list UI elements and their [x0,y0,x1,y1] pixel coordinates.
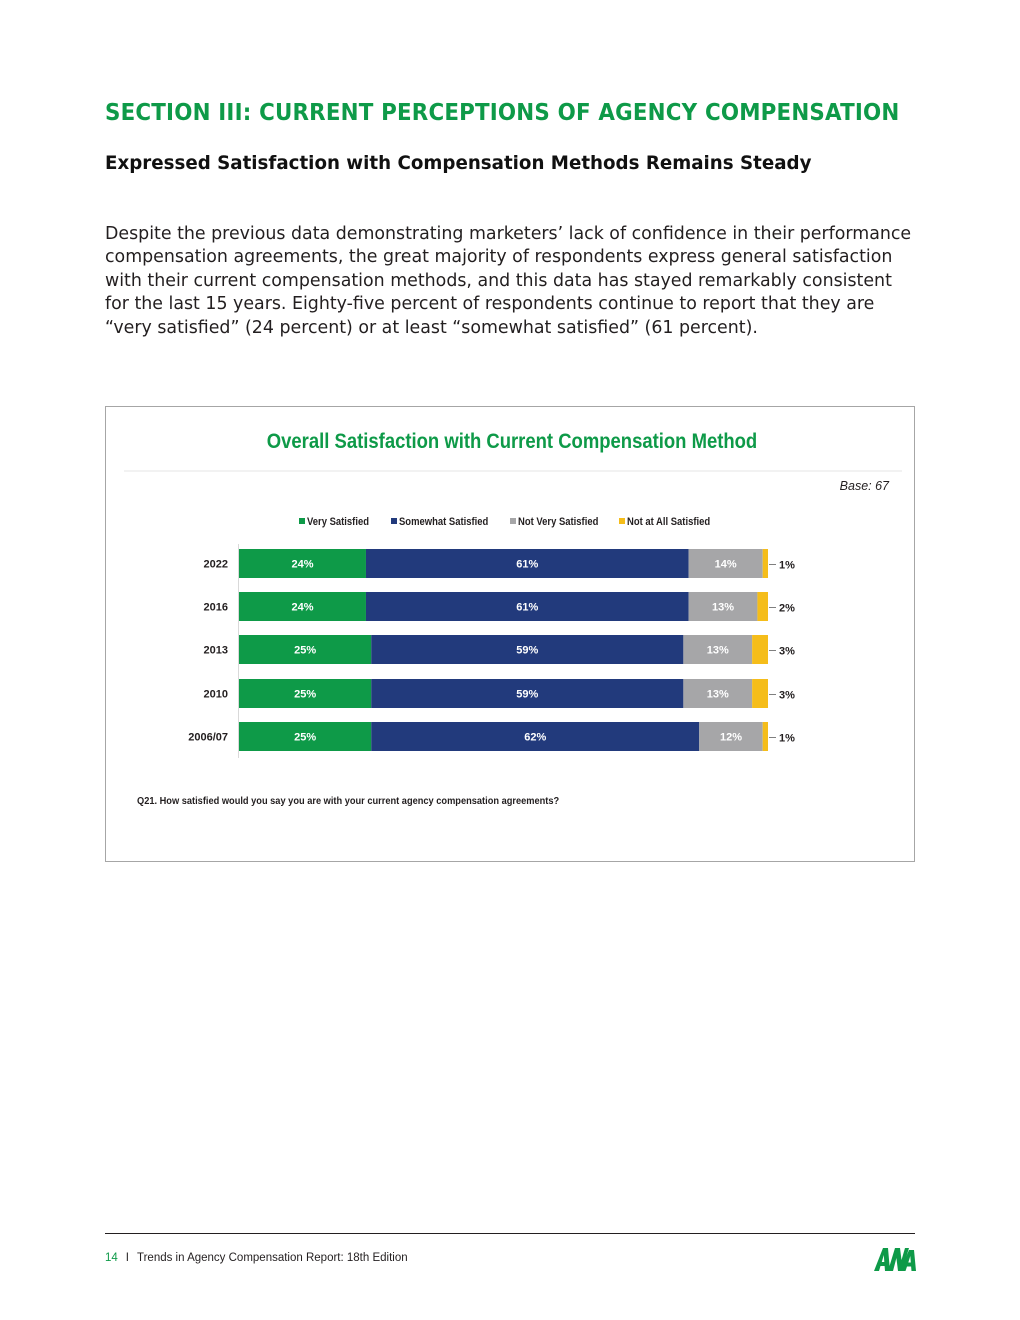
data-label: 24% [291,601,314,614]
bar-segment-not-at-all-satisfied [752,679,768,708]
body-paragraph: Despite the previous data demonstrating marketers’ lack of confidence in their performance compensation agreements, the great majority of respondents express general satisfaction with their current compensation methods, and this data has stayed remarkably consistent for the last 15 years. Eighty-five percent of respondents continue to report that they are “very satisfied” (24 percent) or at least “somewhat satisfied” (61 percent). [105,224,912,338]
legend-label-very-satisfied: Very Satisfied [307,516,369,529]
data-label: 13% [712,601,735,614]
data-label: 3% [779,689,795,702]
data-label: 61% [516,558,539,571]
legend-label-not-at-all-satisfied: Not at All Satisfied [627,516,711,529]
satisfaction-chart [105,406,915,862]
report-title: Trends in Agency Compensation Report: 18th Edition [137,1252,408,1264]
data-label: 59% [516,644,539,657]
chart-bars [188,544,795,758]
question-footnote: Q21. How satisfied would you say you are with your current agency compensation agreements? [137,795,560,808]
legend-label-not-very-satisfied: Not Very Satisfied [518,516,599,529]
bar-segment-not-at-all-satisfied [763,549,768,578]
legend-swatch-very-satisfied [299,518,305,524]
data-label: 62% [524,731,547,744]
data-label: 2% [779,602,795,615]
legend-swatch-not-very-satisfied [510,518,516,524]
legend-swatch-somewhat-satisfied [391,518,397,524]
section-subtitle: Expressed Satisfaction with Compensation Methods Remains Steady [105,152,812,174]
data-label: 61% [516,601,539,614]
data-label: 14% [714,558,737,571]
data-label: 59% [516,688,539,701]
page-footer [105,1252,408,1264]
data-label: 1% [779,559,795,572]
page-number: 14 [105,1252,118,1264]
data-label: 12% [719,731,742,744]
bar-segment-not-at-all-satisfied [757,592,768,621]
chart-legend [299,516,710,528]
legend-label-somewhat-satisfied: Somewhat Satisfied [399,516,489,529]
data-label: 3% [779,645,795,658]
ana-logo-icon [873,1246,917,1272]
category-label: 2016 [203,601,228,614]
data-label: 25% [294,731,317,744]
chart-title: Overall Satisfaction with Current Compensation Method [266,429,758,454]
base-note: Base: 67 [839,479,889,493]
category-label: 2006/07 [188,731,228,744]
bar-segment-not-at-all-satisfied [763,722,768,751]
footer-separator: I [125,1252,129,1264]
category-label: 2022 [203,558,228,571]
data-label: 13% [706,688,729,701]
category-label: 2013 [203,644,228,657]
bar-segment-not-at-all-satisfied [752,635,768,664]
category-label: 2010 [203,688,228,701]
section-title: SECTION III: CURRENT PERCEPTIONS OF AGENCY COMPENSATION [105,100,900,126]
legend-swatch-not-at-all-satisfied [619,518,625,524]
data-label: 13% [706,644,729,657]
footer-rule [105,1233,915,1234]
data-label: 1% [779,732,795,745]
chart-canvas [106,407,914,861]
data-label: 24% [291,558,314,571]
data-label: 25% [294,644,317,657]
data-label: 25% [294,688,317,701]
